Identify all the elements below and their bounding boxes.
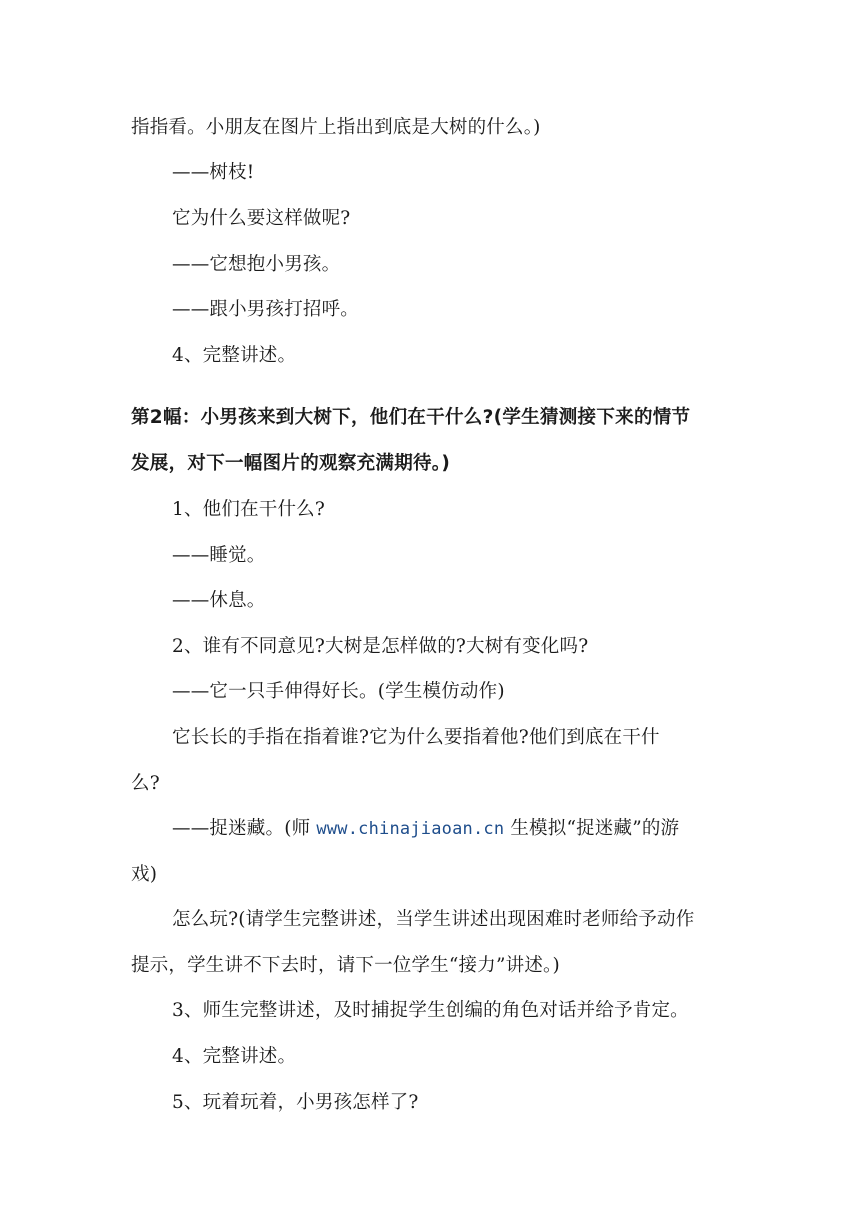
step-line: 4、完整讲述。: [172, 345, 297, 366]
section-heading: 第2幅：小男孩来到大树下，他们在干什么?(学生猜测接下来的情节: [131, 407, 691, 428]
answer-line: ——它想抱小男孩。: [172, 254, 341, 275]
answer-line: ——树枝!: [172, 162, 255, 183]
answer-text: ——捉迷藏。(师: [172, 818, 311, 839]
paragraph-line: 指指看。小朋友在图片上指出到底是大树的什么。): [131, 117, 541, 138]
step-line: 2、谁有不同意见?大树是怎样做的?大树有变化吗?: [172, 636, 589, 657]
question-line-continued: 么?: [131, 773, 160, 794]
website-link[interactable]: www.chinajiaoan.cn: [316, 819, 505, 839]
question-line: 它长长的手指在指着谁?它为什么要指着他?他们到底在干什: [172, 727, 660, 748]
section-heading-continued: 发展，对下一幅图片的观察充满期待。): [131, 453, 451, 474]
question-line: 怎么玩?(请学生完整讲述，当学生讲述出现困难时老师给予动作: [172, 909, 695, 930]
answer-line: ——跟小男孩打招呼。: [172, 299, 360, 320]
answer-line: ——它一只手伸得好长。(学生模仿动作): [172, 681, 505, 702]
question-line: 它为什么要这样做呢?: [172, 208, 351, 229]
step-line: 3、师生完整讲述，及时捕捉学生创编的角色对话并给予肯定。: [172, 1000, 689, 1021]
question-line-continued: 提示，学生讲不下去时，请下一位学生“接力”讲述。): [131, 955, 560, 976]
answer-text: 生模拟“捉迷藏”的游: [510, 818, 680, 839]
answer-line-continued: 戏): [131, 864, 158, 885]
step-line: 5、玩着玩着，小男孩怎样了?: [172, 1092, 419, 1113]
step-line: 1、他们在干什么?: [172, 499, 325, 520]
answer-line: [172, 816, 782, 842]
answer-line: ——睡觉。: [172, 545, 266, 566]
step-line: 4、完整讲述。: [172, 1046, 297, 1067]
answer-line: ——休息。: [172, 590, 266, 611]
